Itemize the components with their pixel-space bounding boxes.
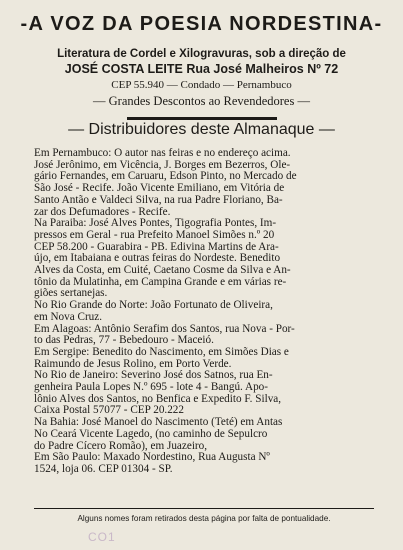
entry-line: José Jerônimo, em Vicência, J. Borges em Bezerros, Ole- [34,158,291,171]
entry-line: lônio Alves dos Santos, no Benfica e Expedito F. Silva, [34,392,282,405]
entry-line: Em Pernambuco: O autor nas feiras e no endereço acima. [34,147,291,159]
entry-line: zar dos Defumadores - Recife. [34,205,171,218]
entry-rio-de-janeiro [34,370,374,417]
entry-line: Santo Antão e Valdeci Silva, na rua Padre Floriano, Ba- [34,193,283,206]
page-title: -A VOZ DA POESIA NORDESTINA- [20,13,383,35]
entry-line: újo, em Itabaiana e outras feiras do Nordeste. Benedito [34,252,281,265]
entry-line: No Rio Grande do Norte: João Fortunato de Oliveira, [34,299,273,312]
subtitle-line-2: JOSÉ COSTA LEITE Rua José Malheiros Nº 72 [64,62,339,76]
subtitle-line-3: CEP 55.940 — Condado — Pernambuco [111,79,292,91]
entry-ceara [34,429,374,452]
entry-line: 1524, loja 06. CEP 01304 - SP. [34,462,173,475]
entry-line: tônio da Mulatinha, em Campina Grande e em várias re- [34,275,287,288]
entry-line: genheira Paula Lopes N.º 695 - lote 4 - Bangú. Apo- [34,381,269,394]
entry-line: Em São Paulo: Maxado Nordestino, Rua Augusta Nº [34,451,270,464]
footer-note: Alguns nomes foram retirados desta página por falta de pontualidade. [77,514,331,523]
entry-line: pressos em Geral - rua Prefeito Manoel Simões n.º 20 [34,228,275,241]
entry-line: CEP 58.200 - Guarabira - PB. Edivina Martins de Ara- [34,240,279,253]
distributors-list [34,148,374,476]
entry-line: Caixa Postal 57077 - CEP 20.222 [34,404,184,417]
entry-pernambuco [34,148,374,218]
entry-line: Na Bahia: José Manoel do Nascimento (Teté) em Antas [34,416,283,429]
subtitle-line-4: — Grandes Descontos ao Revendedores — [93,94,310,108]
subtitle-line-1: Literatura de Cordel e Xilogravuras, sob a direção de [57,48,346,60]
entry-sao-paulo [34,452,374,475]
entry-paraiba [34,218,374,300]
entry-line: em Nova Cruz. [34,310,103,323]
entry-rio-grande-do-norte [34,300,374,323]
entry-line: Raimundo de Jesus Rolino, em Porto Verde. [34,357,232,370]
entry-line: São José - Recife. João Vicente Emiliano, em Vitória de [34,182,285,195]
entry-alagoas [34,324,374,347]
entry-line: Em Alagoas: Antônio Serafim dos Santos, rua Nova - Por- [34,322,295,335]
entry-line: gário Fernandes, em Caruaru, Edson Pinto, no Mercado de [34,170,297,183]
entry-line: to das Pedras, 77 - Bebedouro - Maceió. [34,334,214,347]
entry-sergipe [34,347,374,370]
entry-line: No Ceará Vicente Lagedo, (no caminho de Sepulcro [34,427,268,440]
entry-line: Em Sergipe: Benedito do Nascimento, em Simões Dias e [34,345,289,358]
archive-stamp: CO1 [88,530,116,544]
footer-divider [34,508,374,509]
entry-line: do Padre Cícero Romão), em Juazeiro, [34,439,208,452]
entry-line: Alves da Costa, em Cuité, Caetano Cosme da Silva e An- [34,264,291,277]
divider-rule [127,117,277,120]
section-title: — Distribuidores deste Almanaque — [68,121,335,138]
entry-line: No Rio de Janeiro: Severino José dos Satnos, rua En- [34,369,273,382]
entry-line: giões sertanejas. [34,287,108,300]
entry-line: Na Paraiba: José Alves Pontes, Tigografia Pontes, Im- [34,217,277,230]
